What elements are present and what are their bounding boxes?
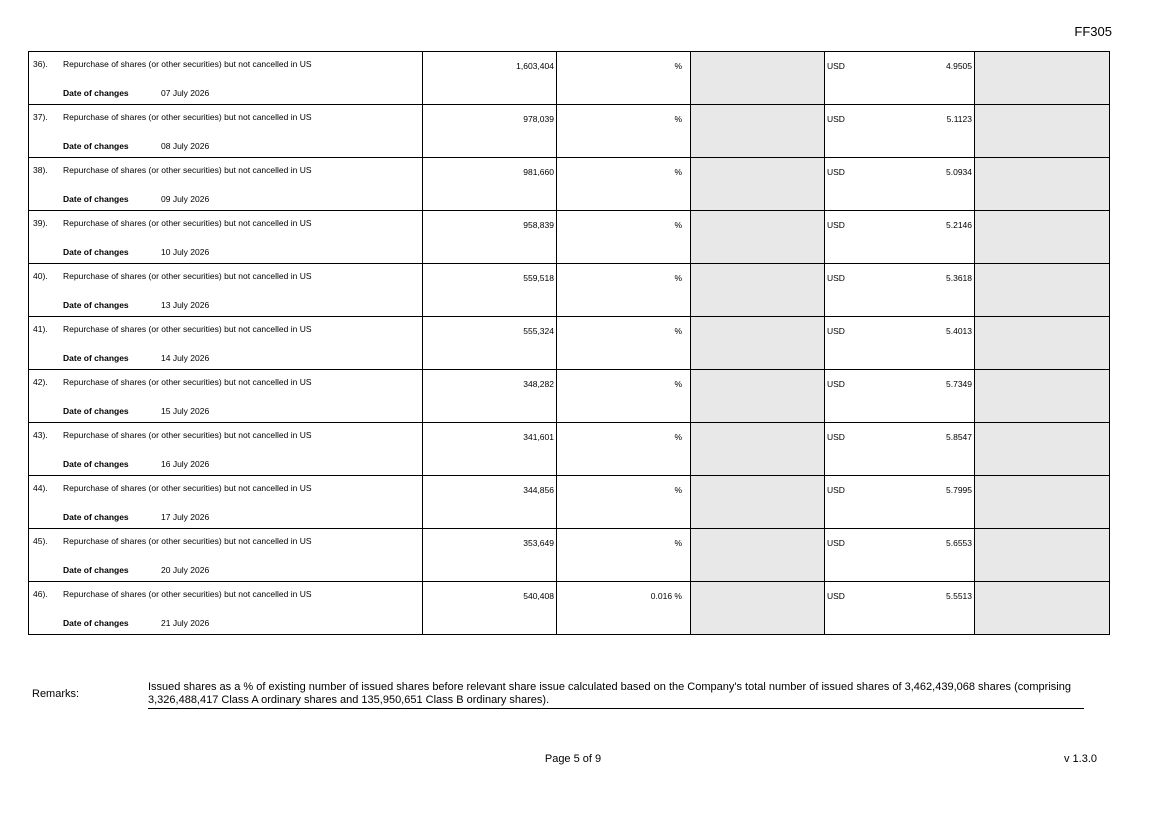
date-label: Date of changes (63, 406, 129, 416)
shaded-cell (975, 105, 1110, 158)
date-label: Date of changes (63, 618, 129, 628)
percent-cell (557, 211, 691, 264)
shaded-cell (975, 211, 1110, 264)
share-changes-table (28, 51, 1110, 635)
currency-label: USD (827, 220, 845, 230)
price-value: 4.9505 (946, 61, 972, 71)
table-row (29, 158, 1110, 211)
price-value: 5.6553 (946, 538, 972, 548)
price-cell (825, 317, 975, 370)
shaded-cell (691, 370, 825, 423)
description-cell (29, 582, 423, 635)
date-value: 10 July 2026 (161, 247, 210, 257)
shaded-cell (975, 158, 1110, 211)
shaded-cell (691, 476, 825, 529)
shaded-cell (975, 423, 1110, 476)
date-label: Date of changes (63, 88, 129, 98)
price-cell (825, 211, 975, 264)
price-cell (825, 529, 975, 582)
shaded-cell (975, 582, 1110, 635)
quantity-cell (423, 264, 557, 317)
quantity-cell (423, 370, 557, 423)
price-cell (825, 105, 975, 158)
price-cell (825, 582, 975, 635)
table-row (29, 317, 1110, 370)
percent-value: % (674, 167, 682, 177)
date-label: Date of changes (63, 247, 129, 257)
percent-value: 0.016 % (650, 591, 682, 601)
shaded-cell (975, 370, 1110, 423)
version-label: v 1.3.0 (1063, 753, 1097, 765)
shaded-cell (691, 317, 825, 370)
percent-cell (557, 529, 691, 582)
shaded-cell (691, 582, 825, 635)
percent-value: % (674, 379, 682, 389)
date-label: Date of changes (63, 300, 129, 310)
quantity-value: 341,601 (523, 432, 554, 442)
date-value: 08 July 2026 (161, 141, 210, 151)
row-description: Repurchase of shares (or other securities) but not cancelled in US (63, 430, 312, 440)
date-label: Date of changes (63, 353, 129, 363)
quantity-cell (423, 582, 557, 635)
date-value: 09 July 2026 (161, 194, 210, 204)
table-row (29, 211, 1110, 264)
quantity-cell (423, 423, 557, 476)
percent-cell (557, 423, 691, 476)
shaded-cell (975, 317, 1110, 370)
row-number: 44). (33, 483, 48, 493)
row-description: Repurchase of shares (or other securities) but not cancelled in US (63, 165, 312, 175)
percent-value: % (674, 326, 682, 336)
table-row (29, 264, 1110, 317)
percent-value: % (674, 432, 682, 442)
description-cell (29, 370, 423, 423)
shaded-cell (691, 264, 825, 317)
table-row (29, 105, 1110, 158)
quantity-cell (423, 529, 557, 582)
percent-value: % (674, 114, 682, 124)
price-value: 5.7995 (946, 485, 972, 495)
row-number: 41). (33, 324, 48, 334)
description-cell (29, 211, 423, 264)
quantity-cell (423, 158, 557, 211)
row-number: 46). (33, 589, 48, 599)
row-description: Repurchase of shares (or other securities) but not cancelled in US (63, 589, 312, 599)
currency-label: USD (827, 326, 845, 336)
description-cell (29, 105, 423, 158)
remarks-label: Remarks: (32, 688, 80, 700)
price-value: 5.3618 (946, 273, 972, 283)
date-value: 14 July 2026 (161, 353, 210, 363)
table-row (29, 423, 1110, 476)
percent-value: % (674, 220, 682, 230)
percent-value: % (674, 61, 682, 71)
quantity-cell (423, 52, 557, 105)
quantity-value: 348,282 (523, 379, 554, 389)
date-label: Date of changes (63, 459, 129, 469)
date-value: 16 July 2026 (161, 459, 210, 469)
price-cell (825, 52, 975, 105)
date-value: 20 July 2026 (161, 565, 210, 575)
date-label: Date of changes (63, 194, 129, 204)
row-number: 43). (33, 430, 48, 440)
quantity-value: 1,603,404 (516, 61, 554, 71)
shaded-cell (691, 529, 825, 582)
description-cell (29, 529, 423, 582)
row-number: 39). (33, 218, 48, 228)
row-number: 45). (33, 536, 48, 546)
description-cell (29, 264, 423, 317)
shaded-cell (975, 52, 1110, 105)
quantity-value: 344,856 (523, 485, 554, 495)
description-cell (29, 476, 423, 529)
currency-label: USD (827, 167, 845, 177)
price-cell (825, 264, 975, 317)
currency-label: USD (827, 61, 845, 71)
currency-label: USD (827, 591, 845, 601)
date-label: Date of changes (63, 565, 129, 575)
row-number: 38). (33, 165, 48, 175)
percent-cell (557, 582, 691, 635)
row-description: Repurchase of shares (or other securities) but not cancelled in US (63, 112, 312, 122)
percent-value: % (674, 485, 682, 495)
price-value: 5.1123 (946, 114, 972, 124)
row-description: Repurchase of shares (or other securities) but not cancelled in US (63, 271, 312, 281)
currency-label: USD (827, 273, 845, 283)
shaded-cell (691, 105, 825, 158)
table-row (29, 476, 1110, 529)
quantity-cell (423, 317, 557, 370)
row-description: Repurchase of shares (or other securities) but not cancelled in US (63, 536, 312, 546)
shaded-cell (691, 423, 825, 476)
row-number: 40). (33, 271, 48, 281)
row-description: Repurchase of shares (or other securities) but not cancelled in US (63, 218, 312, 228)
date-value: 07 July 2026 (161, 88, 210, 98)
date-value: 15 July 2026 (161, 406, 210, 416)
quantity-value: 540,408 (523, 591, 554, 601)
currency-label: USD (827, 114, 845, 124)
description-cell (29, 158, 423, 211)
table-row (29, 370, 1110, 423)
remarks-text: Issued shares as a % of existing number of issued shares before relevant share issue calculated based on the Company's total number of issued shares of 3,462,439,068 shares (comprising 3,326,488,417 Class A ordinary shares and 135,950,651 Class B ordinary shares). (148, 681, 1084, 709)
date-label: Date of changes (63, 141, 129, 151)
description-cell (29, 423, 423, 476)
shaded-cell (975, 264, 1110, 317)
form-code: FF305 (1074, 24, 1112, 39)
quantity-cell (423, 476, 557, 529)
date-value: 21 July 2026 (161, 618, 210, 628)
page-number: Page 5 of 9 (544, 753, 602, 765)
shaded-cell (975, 529, 1110, 582)
price-cell (825, 370, 975, 423)
percent-cell (557, 52, 691, 105)
shaded-cell (691, 211, 825, 264)
percent-cell (557, 158, 691, 211)
row-number: 37). (33, 112, 48, 122)
price-value: 5.4013 (946, 326, 972, 336)
shaded-cell (691, 52, 825, 105)
percent-value: % (674, 538, 682, 548)
percent-cell (557, 370, 691, 423)
table-row (29, 582, 1110, 635)
row-description: Repurchase of shares (or other securities) but not cancelled in US (63, 483, 312, 493)
percent-value: % (674, 273, 682, 283)
quantity-cell (423, 105, 557, 158)
quantity-cell (423, 211, 557, 264)
price-cell (825, 423, 975, 476)
row-description: Repurchase of shares (or other securities) but not cancelled in US (63, 324, 312, 334)
percent-cell (557, 317, 691, 370)
price-value: 5.8547 (946, 432, 972, 442)
price-cell (825, 476, 975, 529)
price-cell (825, 158, 975, 211)
currency-label: USD (827, 379, 845, 389)
date-value: 13 July 2026 (161, 300, 210, 310)
quantity-value: 353,649 (523, 538, 554, 548)
description-cell (29, 317, 423, 370)
row-number: 42). (33, 377, 48, 387)
price-value: 5.7349 (946, 379, 972, 389)
currency-label: USD (827, 485, 845, 495)
price-value: 5.0934 (946, 167, 972, 177)
quantity-value: 559,518 (523, 273, 554, 283)
date-value: 17 July 2026 (161, 512, 210, 522)
price-value: 5.2146 (946, 220, 972, 230)
shaded-cell (691, 158, 825, 211)
table-row (29, 529, 1110, 582)
row-description: Repurchase of shares (or other securities) but not cancelled in US (63, 59, 312, 69)
currency-label: USD (827, 432, 845, 442)
percent-cell (557, 264, 691, 317)
percent-cell (557, 476, 691, 529)
price-value: 5.5513 (946, 591, 972, 601)
description-cell (29, 52, 423, 105)
shaded-cell (975, 476, 1110, 529)
quantity-value: 981,660 (523, 167, 554, 177)
currency-label: USD (827, 538, 845, 548)
date-label: Date of changes (63, 512, 129, 522)
quantity-value: 978,039 (523, 114, 554, 124)
table-row (29, 52, 1110, 105)
row-number: 36). (33, 59, 48, 69)
percent-cell (557, 105, 691, 158)
quantity-value: 958,839 (523, 220, 554, 230)
quantity-value: 555,324 (523, 326, 554, 336)
row-description: Repurchase of shares (or other securities) but not cancelled in US (63, 377, 312, 387)
